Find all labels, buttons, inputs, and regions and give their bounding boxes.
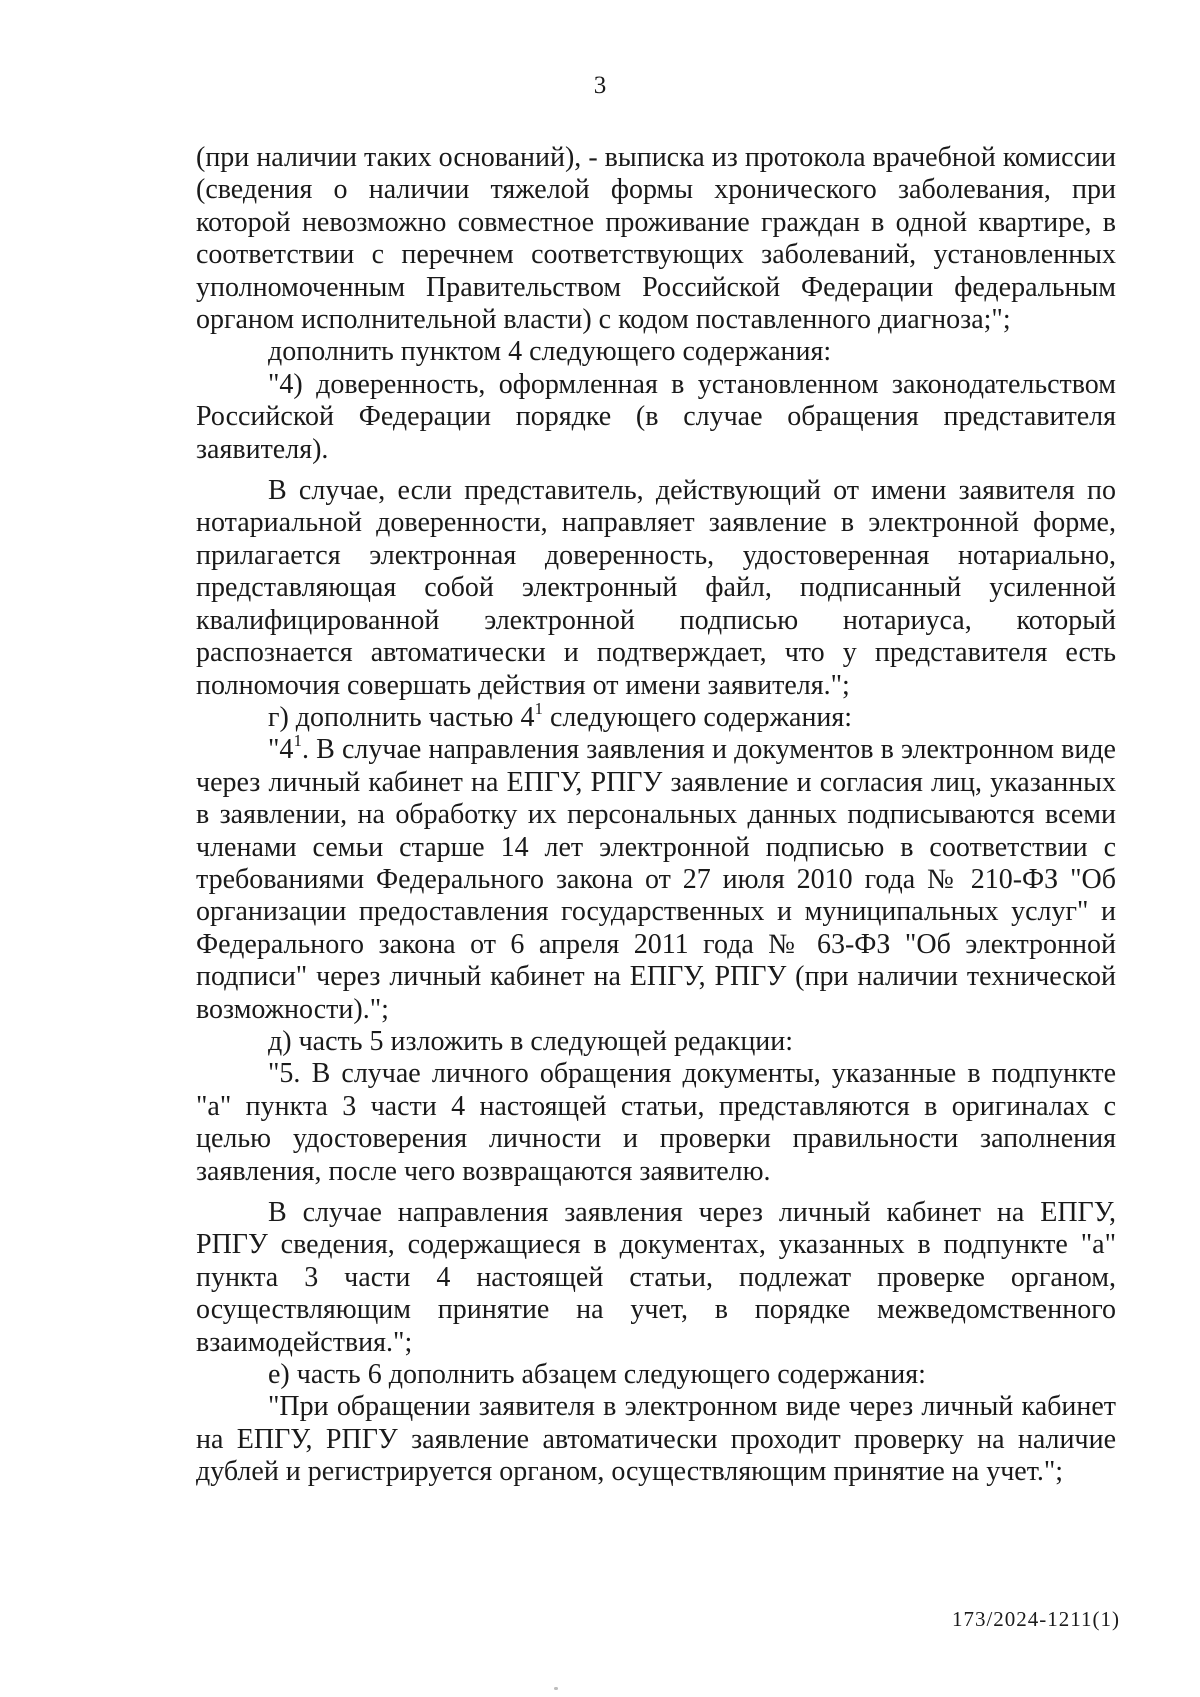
paragraph-part-4-1-start: "4 [268, 734, 294, 766]
paragraph-subitem-g-text: г) дополнить частью 4 [268, 701, 535, 733]
page-number: 3 [593, 72, 607, 99]
paragraph-subitem-e: е) часть 6 дополнить абзацем следующего содержания: [268, 1359, 926, 1391]
paragraph-electronic-attorney: В случае, если представитель, действующий от имени заявителя по нотариальной доверенности, направляет заявление в электронной форме, прилагается электронная доверенность, удостоверенная нотариально, представляющая собой электронный файл, подписанный усиленной квалифицированной электронной подписью нотариуса, который распознается автоматически и подтверждает, что у представителя есть полномочия совершать действия от имени заявителя."; [196, 475, 1116, 701]
paragraph-subitem-g-tail: следующего содержания: [542, 701, 853, 733]
document-body [196, 142, 1116, 1489]
paragraph-subitem-d: д) часть 5 изложить в следующей редакции: [268, 1025, 794, 1057]
document-code: 173/2024-1211(1) [951, 1607, 1120, 1631]
paragraph-duplicate-check: "При обращении заявителя в электронном виде через личный кабинет на ЕПГУ, РПГУ заявление автоматически проходит проверку на наличие дублей и регистрируется органом, осуществляющим принятие на учет."; [196, 1391, 1116, 1488]
paragraph-part-5: "5. В случае личного обращения документы, указанные в подпункте "а" пункта 3 части 4 настоящей статьи, представляются в оригиналах с целью удостоверения личности и проверки правильности заполнения заявления, после чего возвращаются заявителю. [196, 1058, 1116, 1187]
paragraph-continuation: (при наличии таких оснований), - выписка из протокола врачебной комиссии (сведения о наличии тяжелой формы хронического заболевания, при которой невозможно совместное проживание граждан в одной квартире, в соответствии с перечнем соответствующих заболеваний, установленных уполномоченным Правительством Российской Федерации федеральным органом исполнительной власти) с кодом поставленного диагноза;"; [196, 142, 1116, 336]
scan-mark [554, 1687, 558, 1690]
superscript: 1 [534, 698, 543, 718]
paragraph-epgu-verification: В случае направления заявления через личный кабинет на ЕПГУ, РПГУ сведения, содержащиеся в документах, указанных в подпункте "а" пункта 3 части 4 настоящей статьи, подлежат проверке органом, осуществляющим принятие на учет, в порядке межведомственного взаимодействия."; [196, 1197, 1116, 1358]
paragraph-part-4-1-text: . В случае направления заявления и документов в электронном виде через личный кабинет на ЕПГУ, РПГУ заявление и согласия лиц, указанных в заявлении, на обработку их персональных данных подписываются всеми членами семьи старше 14 лет электронной подписью в соответствии с требованиями Федерального закона от 27 июля 2010 года № 210-ФЗ "Об организации предоставления государственных и муниципальных услуг" и Федерального закона от 6 апреля 2011 года № 63-ФЗ "Об электронной подписи" через личный кабинет на ЕПГУ, РПГУ (при наличии технической возможности)."; [196, 734, 1116, 1025]
paragraph-add-item-4: дополнить пунктом 4 следующего содержания: [268, 336, 832, 368]
paragraph-item-4-power-of-attorney: "4) доверенность, оформленная в установленном законодательством Российской Федерации порядке (в случае обращения представителя заявителя). [196, 368, 1116, 465]
paragraph-part-4-1 [196, 730, 1116, 1026]
superscript: 1 [293, 730, 302, 750]
paragraph-subitem-g [196, 698, 1116, 734]
